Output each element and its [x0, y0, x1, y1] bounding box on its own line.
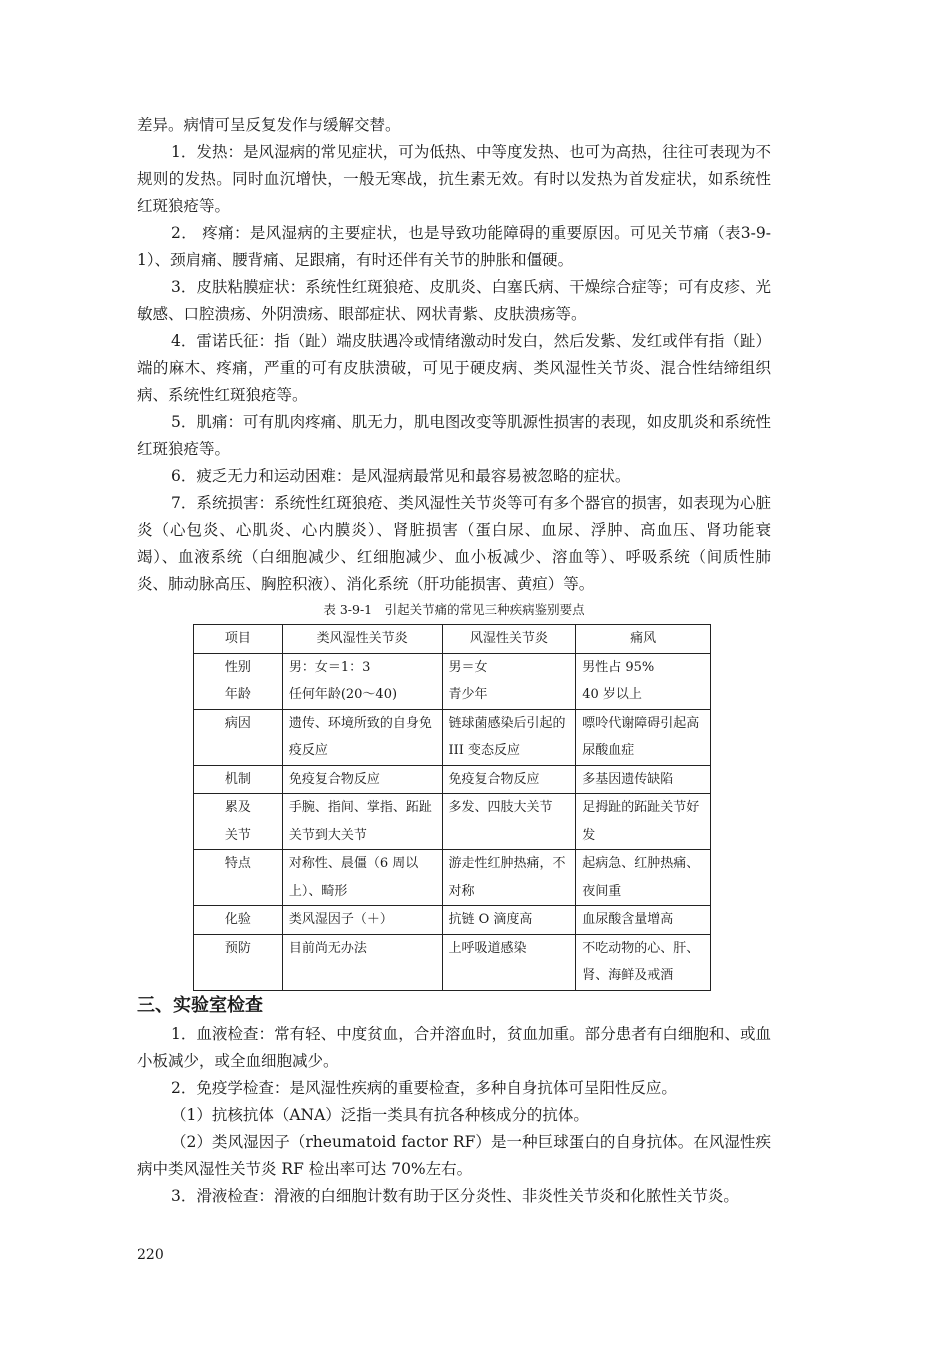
- symptom-myalgia: 5．肌痛：可有肌肉疼痛、肌无力，肌电图改变等肌源性损害的表现，如皮肌炎和系统性红斑狼疮等。: [137, 413, 771, 458]
- row-label-cell: 预防: [194, 934, 283, 990]
- rheumatic-cell: 免疫复合物反应: [442, 765, 576, 794]
- table-row: [194, 850, 711, 906]
- table-row: [194, 794, 711, 850]
- symptom-fever: 1．发热：是风湿病的常见症状，可为低热、中等度发热、也可为高热，往往可表现为不规则的发热。同时血沉增快，一般无寒战，抗生素无效。有时以发热为首发症状，如系统性红斑狼疮等。: [137, 143, 771, 215]
- ra-cell: 男：女＝1：3 任何年龄(20～40): [282, 653, 442, 709]
- table-header-cell: 风湿性关节炎: [442, 625, 576, 654]
- lab-rf: （2）类风湿因子（rheumatoid factor RF）是一种巨球蛋白的自身抗体。在风湿性疾病中类风湿性关节炎 RF 检出率可达 70%左右。: [137, 1132, 771, 1178]
- table-header-cell: 项目: [194, 625, 283, 654]
- row-label-cell: 特点: [194, 850, 283, 906]
- gout-cell: 起病急、红肿热痛、夜间重: [576, 850, 711, 906]
- row-label-cell: 性别 年龄: [194, 653, 283, 709]
- table-row: [194, 653, 711, 709]
- gout-cell: 不吃动物的心、肝、肾、海鲜及戒酒: [576, 934, 711, 990]
- lab-synovial: 3．滑液检查：滑液的白细胞计数有助于区分炎性、非炎性关节炎和化脓性关节炎。: [171, 1186, 739, 1205]
- ra-cell: 免疫复合物反应: [282, 765, 442, 794]
- table-body: [194, 653, 711, 990]
- rheumatic-cell: 上呼吸道感染: [442, 934, 576, 990]
- ra-cell: 类风湿因子（＋）: [282, 906, 442, 935]
- gout-cell: 多基因遗传缺陷: [576, 765, 711, 794]
- ra-cell: 目前尚无办法: [282, 934, 442, 990]
- ra-cell: 对称性、晨僵（6 周以上）、畸形: [282, 850, 442, 906]
- table-row: [194, 906, 711, 935]
- ra-cell: 手腕、指间、掌指、跖趾关节到大关节: [282, 794, 442, 850]
- section-heading: 三、实验室检查: [137, 994, 263, 1016]
- table-row: [194, 765, 711, 794]
- lab-immunology: 2．免疫学检查：是风湿性疾病的重要检查，多种自身抗体可呈阳性反应。: [171, 1078, 677, 1097]
- lab-blood: 1．血液检查：常有轻、中度贫血，合并溶血时，贫血加重。部分患者有白细胞和、或血小板减少，或全血细胞减少。: [137, 1024, 771, 1070]
- page-number: 220: [137, 1247, 164, 1263]
- symptom-skin: 3．皮肤粘膜症状：系统性红斑狼疮、皮肌炎、白塞氏病、干燥综合症等；可有皮疹、光敏感、口腔溃疡、外阴溃疡、眼部症状、网状青紫、皮肤溃疡等。: [137, 278, 771, 323]
- symptom-raynaud: 4．雷诺氏征：指（趾）端皮肤遇冷或情绪激动时发白，然后发紫、发红或伴有指（趾）端的麻木、疼痛，严重的可有皮肤溃破，可见于硬皮病、类风湿性关节炎、混合性结缔组织病、系统性红斑狼疮等。: [137, 332, 771, 404]
- table-row: [194, 709, 711, 765]
- gout-cell: 足拇趾的跖趾关节好发: [576, 794, 711, 850]
- document-page: [137, 112, 771, 1210]
- rheumatic-cell: 多发、四肢大关节: [442, 794, 576, 850]
- table-caption: 表 3-9-1 引起关节痛的常见三种疾病鉴别要点: [323, 602, 585, 617]
- row-label-cell: 累及 关节: [194, 794, 283, 850]
- rheumatic-cell: 游走性红肿热痛，不对称: [442, 850, 576, 906]
- symptom-fatigue: 6．疲乏无力和运动困难：是风湿病最常见和最容易被忽略的症状。: [171, 467, 631, 485]
- rheumatic-cell: 抗链 O 滴度高: [442, 906, 576, 935]
- differential-table: [193, 624, 711, 991]
- row-label-cell: 机制: [194, 765, 283, 794]
- table-header-cell: 痛风: [576, 625, 711, 654]
- table-header-cell: 类风湿性关节炎: [282, 625, 442, 654]
- ra-cell: 遗传、环境所致的自身免疫反应: [282, 709, 442, 765]
- symptom-systemic: 7．系统损害：系统性红斑狼疮、类风湿性关节炎等可有多个器官的损害，如表现为心脏炎（心包炎、心肌炎、心内膜炎）、肾脏损害（蛋白尿、血尿、浮肿、高血压、肾功能衰竭）、血液系统（白细胞减少、红细胞减少、血小板减少、溶血等）、呼吸系统（间质性肺炎、肺动脉高压、胸腔积液）、消化系统（肝功能损害、黄疸）等。: [137, 494, 771, 593]
- rheumatic-cell: 链球菌感染后引起的 III 变态反应: [442, 709, 576, 765]
- table-row: [194, 934, 711, 990]
- row-label-cell: 病因: [194, 709, 283, 765]
- rheumatic-cell: 男＝女 青少年: [442, 653, 576, 709]
- row-label-cell: 化验: [194, 906, 283, 935]
- gout-cell: 男性占 95% 40 岁以上: [576, 653, 711, 709]
- lab-ana: （1）抗核抗体（ANA）泛指一类具有抗各种核成分的抗体。: [171, 1105, 589, 1124]
- symptom-pain: 2． 疼痛：是风湿病的主要症状，也是导致功能障碍的重要原因。可见关节痛（表3-9-1）、颈肩痛、腰背痛、足跟痛，有时还伴有关节的肿胀和僵硬。: [137, 224, 771, 269]
- intro-tail: 差异。病情可呈反复发作与缓解交替。: [137, 116, 401, 134]
- table-header-row: [194, 625, 711, 654]
- gout-cell: 血尿酸含量增高: [576, 906, 711, 935]
- gout-cell: 嘌呤代谢障碍引起高尿酸血症: [576, 709, 711, 765]
